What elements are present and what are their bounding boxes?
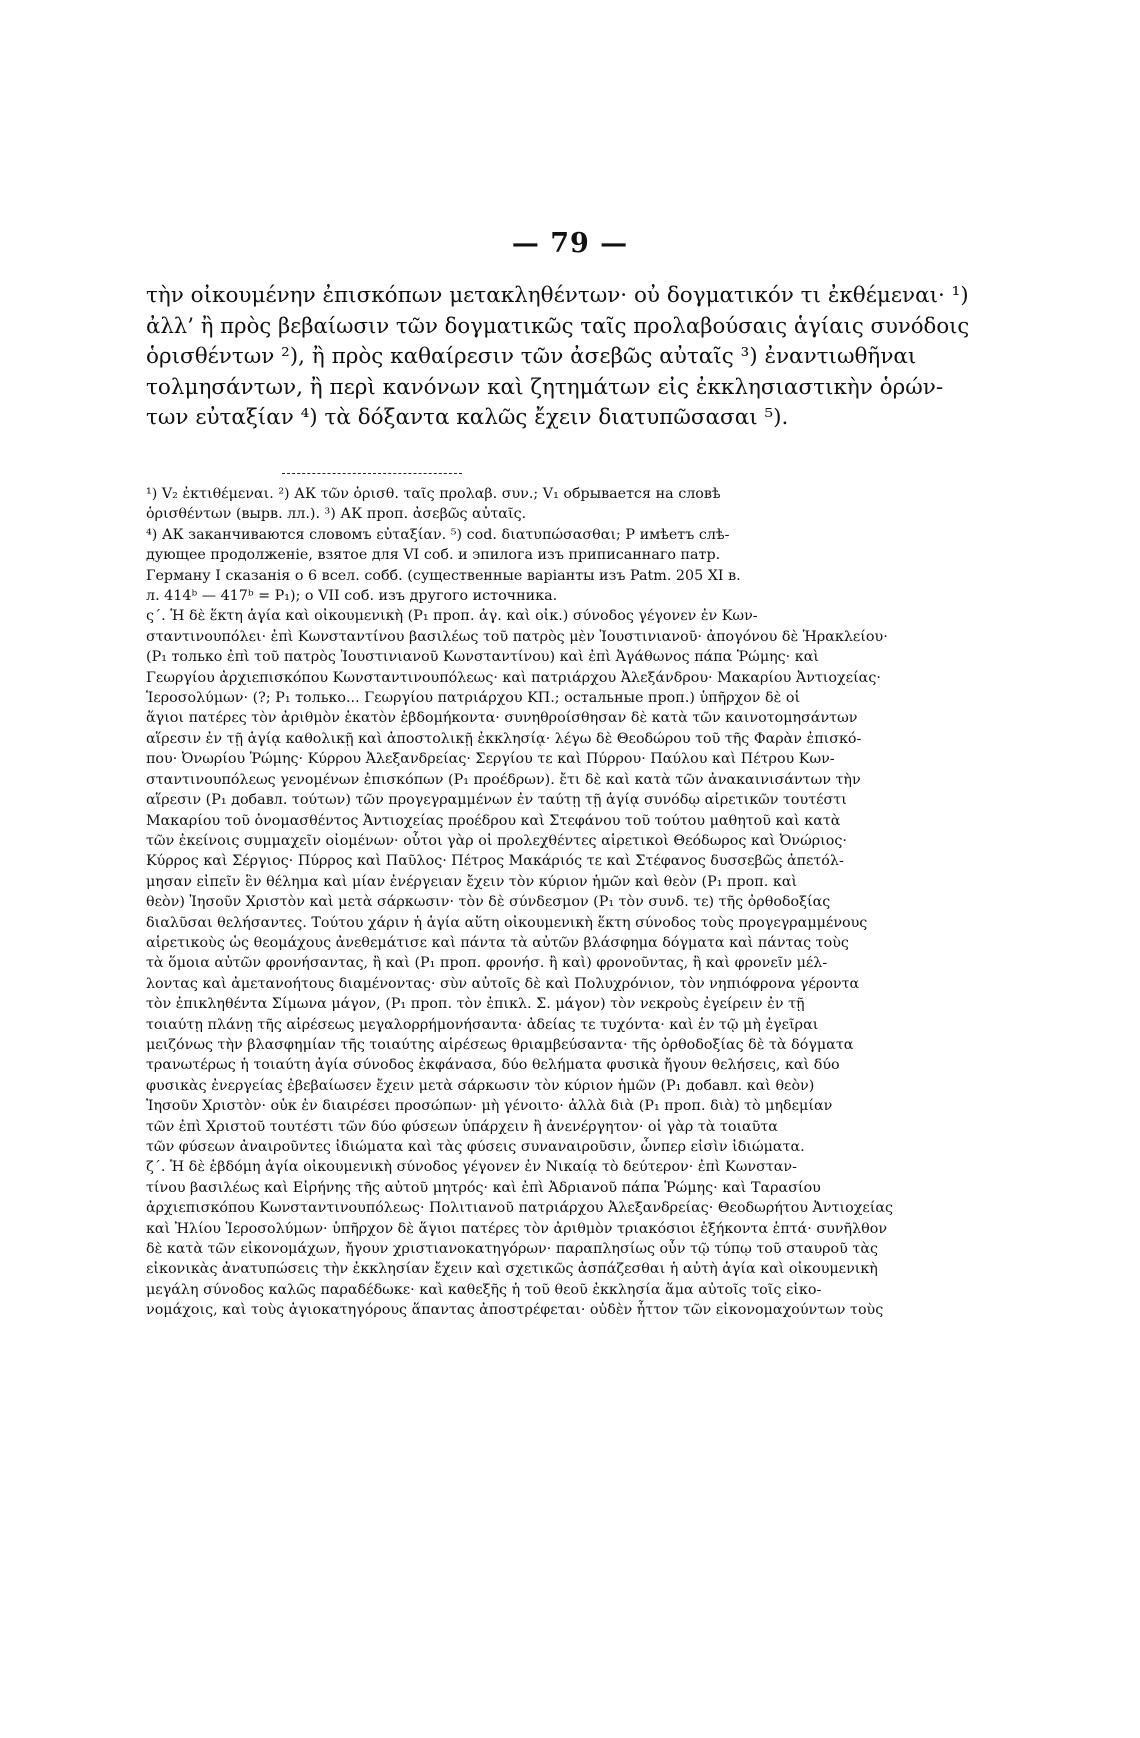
footnote-line: σταντινουπόλει· ἐπὶ Κωνσταντίνου βασιλέως τοῦ πατρὸς μὲν Ἰουστινιανοῦ· ἀπογόνου δὲ Ἡρακλείου· [146, 628, 888, 645]
footnote-line: Герману I сказанія о 6 всел. собб. (существенные варіанты изъ Patm. 205 XI в. [146, 567, 741, 584]
footnote-line: Ἰησοῦν Χριστὸν· οὐκ ἐν διαιρέσει προσώπων· μὴ γένοιτο· ἀλλὰ διὰ (P₁ проп. διὰ) τὸ μηδεμίαν [146, 1098, 833, 1115]
footnote-line: ὁρισθέντων (вырв. лл.). ³) АК проп. ἀσεβῶς αὐταῖς. [146, 506, 527, 523]
footnote-line: Γεωργίου ἀρχιεπισκόπου Κωνσταντινουπόλεως· καὶ πατριάρχου Ἀλεξάνδρου· Μακαρίου Ἀντιοχείας· [146, 669, 881, 686]
footnote-line: που· Ὀνωρίου Ῥώμης· Κύρρου Ἀλεξανδρείας· Σεργίου τε καὶ Πύρρου· Παύλου καὶ Πέτρου Κων- [146, 751, 835, 768]
footnote-line: ζ΄. Ἡ δὲ ἑβδόμη ἁγία οἰκουμενικὴ σύνοδος γέγονεν ἐν Νικαίᾳ τὸ δεύτερον· ἐπὶ Κωνσταν- [146, 1159, 797, 1176]
footnotes [146, 484, 974, 1321]
footnote-line: τρανωτέρως ἡ τοιαύτη ἁγία σύνοδος ἐκφάνασα, δύο θελήματα φυσικὰ ἤγουν θελήσεις, καὶ δύο [146, 1057, 840, 1074]
footnote-line: Κύρρος καὶ Σέργιος· Πύρρος καὶ Παῦλος· Πέτρος Μακάριός τε καὶ Στέφανος δυσσεβῶς ἀπετόλ- [146, 853, 844, 870]
footnote-line: μησαν εἰπεῖν ἓν θέλημα καὶ μίαν ἐνέργειαν ἔχειν τὸν κύριον ἡμῶν καὶ θεὸν (P₁ проп. καὶ [146, 873, 798, 890]
footnote-line: θεὸν) Ἰησοῦν Χριστὸν καὶ μετὰ σάρκωσιν· τὸν δὲ σύνδεσμον (P₁ τὸν συνδ. τε) τῆς ὀρθοδοξίας [146, 894, 831, 911]
footnote-separator [282, 473, 462, 474]
footnote-line: дующее продолженіе, взятое для VI соб. и эпилога изъ приписаннаго патр. [146, 547, 721, 564]
main-text [146, 281, 974, 434]
footnote-line: ⁴) АК заканчиваются словомъ εὐταξίαν. ⁵) cod. διατυπώσασθαι; Р имѣетъ слѣ- [146, 526, 730, 543]
footnote-line: л. 414ᵇ — 417ᵇ = P₁); о VII соб. изъ другого источника. [146, 588, 558, 605]
footnote-line: διαλῦσαι θελήσαντες. Τούτου χάριν ἡ ἁγία αὕτη οἰκουμενικὴ ἕκτη σύνοδος τοὺς προγεγραμμένους [146, 914, 868, 931]
footnote-line: φυσικὰς ἐνεργείας ἐβεβαίωσεν ἔχειν μετὰ σάρκωσιν τὸν κύριον ἡμῶν (P₁ добавл. καὶ θεὸν) [146, 1077, 815, 1094]
footnote-line: αἵρεσιν ἐν τῇ ἁγίᾳ καθολικῇ καὶ ἀποστολικῇ ἐκκλησίᾳ· λέγω δὲ Θεοδώρου τοῦ τῆς Φαρὰν ἐπισκό- [146, 730, 862, 747]
footnote-line: αἱρετικοὺς ὡς θεομάχους ἀνεθεμάτισε καὶ πάντα τὰ αὐτῶν βλάσφημα δόγματα καὶ πάντας τοὺς [146, 934, 849, 951]
footnote-line: μεγάλη σύνοδος καλῶς παραδέδωκε· καὶ καθεξῆς ἡ τοῦ θεοῦ ἐκκλησία ἅμα αὐτοῖς τοῖς εἰκο- [146, 1281, 822, 1298]
footnote-line: εἰκονικὰς ἀνατυπώσεις τὴν ἐκκλησίαν ἔχειν καὶ σχετικῶς ἀσπάζεσθαι ἡ αὐτὴ ἁγία καὶ οἰκουμενικὴ [146, 1261, 878, 1278]
main-text-line: τὴν οἰκουμένην ἐπισκόπων μετακληθέντων· οὐ δογματικόν τι ἐκθέμεναι· ¹) [146, 283, 969, 308]
footnote-line: ¹) V₂ ἐκτιθέμεναι. ²) АК τῶν ὁρισθ. ταῖς προλαβ. συν.; V₁ обрывается на словѣ [146, 486, 721, 502]
footnote-line: τῶν ἐπὶ Χριστοῦ τουτέστι τῶν δύο φύσεων ὑπάρχειν ἢ ἀνενέργητον· οἱ γὰρ τὰ τοιαῦτα [146, 1118, 778, 1135]
footnote-line: Μακαρίου τοῦ ὀνομασθέντος Ἀντιοχείας προέδρου καὶ Στεφάνου τοῦ τούτου μαθητοῦ καὶ κατὰ [146, 812, 841, 829]
footnote-line: λοντας καὶ ἀμετανοήτους διαμένοντας· σὺν αὐτοῖς δὲ καὶ Πολυχρόνιον, τὸν νηπιόφρονα γέροντα [146, 975, 860, 992]
footnote-line: τὰ ὅμοια αὐτῶν φρονήσαντας, ἢ καὶ (P₁ проп. φρονήσ. ἢ καὶ) φρονοῦντας, ἢ καὶ φρονεῖν μέλ- [146, 955, 828, 972]
footnote-line: νομάχοις, καὶ τοὺς ἁγιοκατηγόρους ἅπαντας ἀποστρέφεται· οὐδὲν ἧττον τῶν εἰκονομαχούντων τοὺς [146, 1302, 884, 1319]
footnote-line: τίνου βασιλέως καὶ Εἰρήνης τῆς αὐτοῦ μητρός· καὶ ἐπὶ Ἀδριανοῦ πάπα Ῥώμης· καὶ Ταρασίου [146, 1179, 821, 1196]
footnote-line: ἀρχιεπισκόπου Κωνσταντινουπόλεως· Πολιτιανοῦ πατριάρχου Ἀλεξανδρείας· Θεοδωρήτου Ἀντιοχείας [146, 1200, 894, 1217]
footnote-line: Ἱεροσολύμων· (?; P₁ только... Γεωργίου πατριάρχου ΚΠ.; остальные проп.) ὑπῆρχον δὲ οἱ [146, 690, 801, 707]
footnote-line: τοιαύτῃ πλάνῃ τῆς αἱρέσεως μεγαλορρήμονήσαντα· ἀδείας τε τυχόντα· καὶ ἐν τῷ μὴ ἐγεῖραι [146, 1016, 819, 1033]
main-text-line: τολμησάντων, ἢ περὶ κανόνων καὶ ζητημάτων εἰς ἐκκλησιαστικὴν ὁρών- [146, 374, 944, 400]
footnote-line: τῶν φύσεων ἀναιροῦντες ἰδιώματα καὶ τὰς φύσεις συναναιροῦσιν, ὧνπερ εἰσὶν ἰδιώματα. [146, 1139, 805, 1155]
page-number: — 79 — [511, 228, 629, 259]
main-text-line: ὁρισθέντων ²), ἢ πρὸς καθαίρεσιν τῶν ἀσεβῶς αὐταῖς ³) ἐναντιωθῆναι [146, 344, 917, 370]
footnote-line: μειζόνως τὴν βλασφημίαν τῆς τοιαύτης αἱρέσεως θριαμβεύσαντα· τῆς ὀρθοδοξίας δὲ τὰ δόγματα [146, 1036, 854, 1053]
footnote-line: καὶ Ἠλίου Ἱεροσολύμων· ὑπῆρχον δὲ ἅγιοι πατέρες τὸν ἀριθμὸν τριακόσιοι ἑξήκοντα ἑπτά· συνῆλθον [146, 1220, 888, 1237]
footnote-line: τῶν ἐκείνοις συμμαχεῖν οἰομένων· οὗτοι γὰρ οἱ προλεχθέντες αἱρετικοὶ Θεόδωρος καὶ Ὀνώριος· [146, 832, 847, 849]
footnote-line: ἅγιοι πατέρες τὸν ἀριθμὸν ἑκατὸν ἑβδομήκοντα· συνηθροίσθησαν δὲ κατὰ τῶν καινοτομησάντων [146, 710, 858, 727]
main-text-line: ἀλλ’ ἢ πρὸς βεβαίωσιν τῶν δογματικῶς ταῖς προλαβούσαις ἁγίαις συνόδοις [146, 313, 970, 339]
footnote-line: ς΄. Ἡ δὲ ἕκτη ἁγία καὶ οἰκουμενικὴ (P₁ проп. ἁγ. καὶ οἰκ.) σύνοδος γέγονεν ἐν Κων- [146, 608, 758, 625]
main-text-line: των εὐταξίαν ⁴) τὰ δόξαντα καλῶς ἔχειν διατυπῶσασαι ⁵). [146, 405, 789, 431]
footnote-line: τὸν ἐπικληθέντα Σίμωνα μάγον, (P₁ проп. τὸν ἐπικλ. Σ. μάγον) τὸν νεκροὺς ἐγείρειν ἐν τῇ [146, 996, 805, 1013]
footnote-line: σταντινουπόλεως γενομένων ἐπισκόπων (P₁ προέδρων). ἔτι δὲ καὶ κατὰ τῶν ἀνακαινισάντων τὴν [146, 771, 861, 788]
footnote-line: αἵρεσιν (P₁ добавл. τούτων) τῶν προγεγραμμένων ἐν ταύτῃ τῇ ἁγίᾳ συνόδῳ αἱρετικῶν τουτέστι [146, 792, 847, 809]
footnote-line: δὲ κατὰ τῶν εἰκονομάχων, ἤγουν χριστιανοκατηγόρων· παραπλησίως οὖν τῷ τύπῳ τοῦ σταυροῦ τὰς [146, 1241, 878, 1258]
footnote-line: (P₁ только ἐπὶ τοῦ πατρὸς Ἰουστινιανοῦ Κωνσταντίνου) καὶ ἐπὶ Ἀγάθωνος πάπα Ῥώμης· καὶ [146, 649, 819, 666]
